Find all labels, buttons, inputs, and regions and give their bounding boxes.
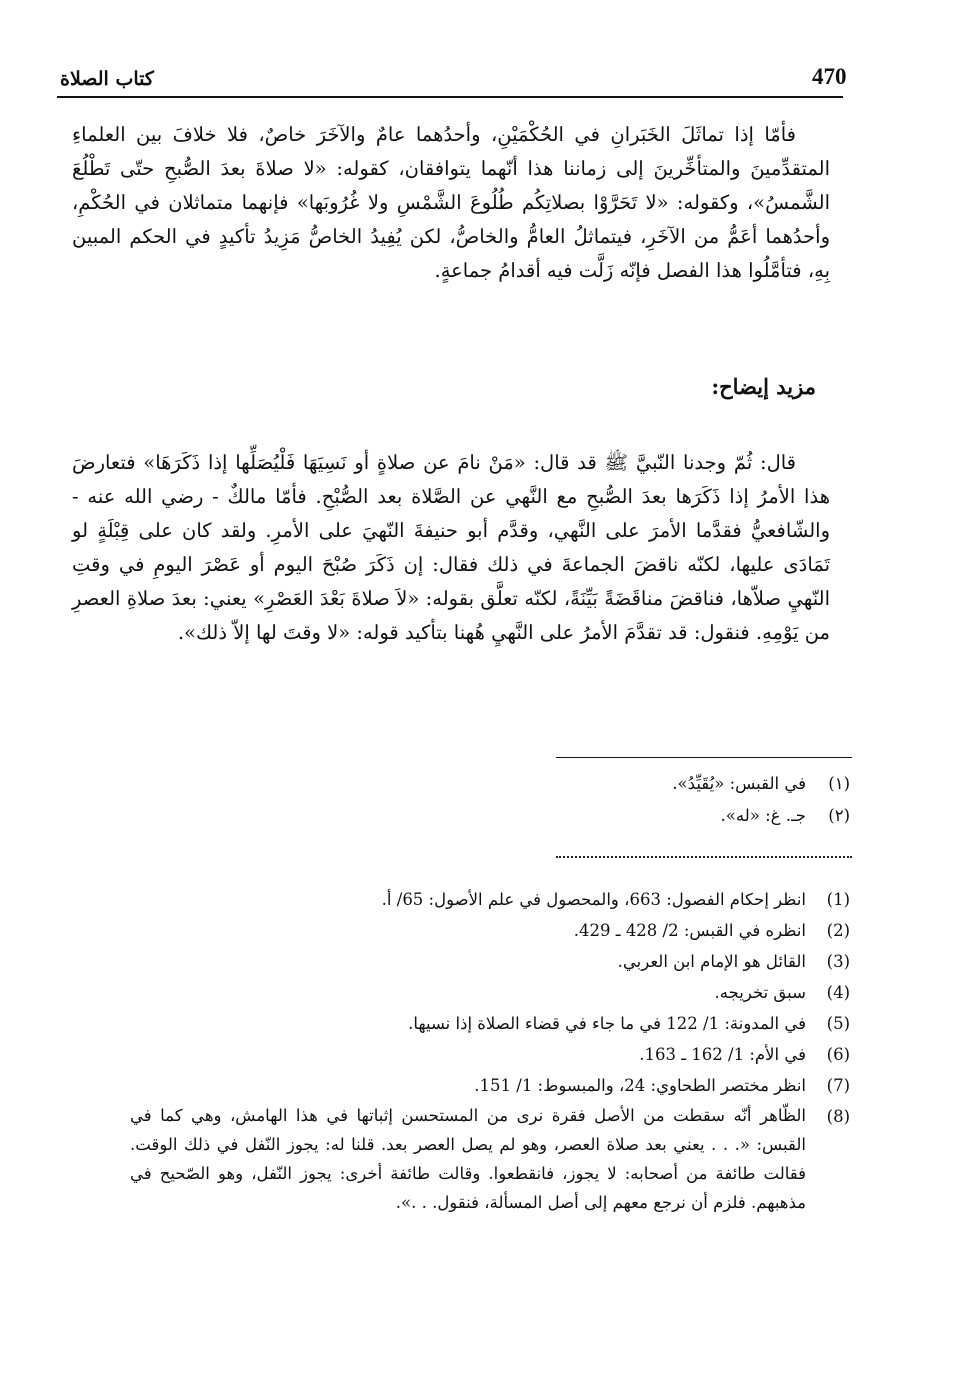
page-number: 470 [812, 64, 847, 89]
footnote-number: (1) [826, 890, 850, 909]
footnote-item [130, 1039, 850, 1070]
footnote-text: الظّاهر أنّه سقطت من الأصل فقرة نرى من المستحسن إثباتها في هذا الهامش، وهي كما في القبس: «. . . يعني بعد صلاة العصر، وهو لم يصل العصر بعد. قلنا له: يجوز النّفل في ذلك الوقت. فقالت طائفة من أصحابه: لا يجوز، فانقطعوا. وقالت طائفة أخرى: يجوز النّفل، وهو الصّحيح في مذهبهم. فلزم أن نرجع معهم إلى أصل المسألة، فنقول. . .». [130, 1106, 806, 1212]
paragraph-2: قال: ثُمّ وجدنا النّبيَّ ﷺ قد قال: «مَنْ نامَ عن صلاةٍ أو نَسِيَهَا فَلْيُصَلِّها إذا ذَكَرَهَا» فتعارضَ هذا الأمرُ إذا ذَكَرَها بعدَ الصُّبحِ مع النَّهي عن الصَّلاة بعد الصُّبْحِ. فأمّا مالكٌ - رضي الله عنه - والشّافعيُّ فقدَّما الأمرَ على النَّهي، وقدَّم أبو حنيفةَ النّهيَ على الأمرِ. ولقد كان على قِبْلَةٍ لو تَمَادَى عليها، لكنّه ناقضَ الجماعةَ في ذلك فقال: إن ذَكَرَ صُبْحَ اليوم أو عَصْرَ اليومِ في وقتِ النّهيِ صلاّها، فناقضَ مناقَضَةً بَيِّنَةً، لكنّه تعلَّق بقوله: «لاَ صلاةَ بَعْدَ العَصْرِ» يعني: بعدَ صلاةِ العصرِ من يَوْمِهِ. فنقول: قد تقدَّمَ الأمرُ على النَّهيِ هُهنا بتأكيد قوله: «لا وقتَ لها إلاّ ذلك». [72, 451, 830, 644]
footnote-number: (3) [826, 952, 850, 971]
footnote-text: القائل هو الإمام ابن العربي. [617, 952, 806, 971]
footnote-number: (5) [826, 1014, 850, 1033]
footnote-text: انظر مختصر الطحاوي: 24، والمبسوط: 1/ 151. [474, 1076, 806, 1095]
footnote-text: في الأم: 1/ 162 ـ 163. [639, 1045, 806, 1064]
footnote-item [130, 915, 850, 946]
footnote-item [130, 946, 850, 977]
footnote-number: (6) [826, 1045, 850, 1064]
footnote-text: جـ. غ: «له». [720, 806, 806, 825]
footnote-number: (٢) [828, 806, 850, 825]
footnote-number: (١) [828, 774, 850, 793]
main-text-block-2 [72, 446, 830, 650]
footnote-item [130, 977, 850, 1008]
header-rule [57, 96, 843, 98]
footnote-number: (7) [826, 1076, 850, 1095]
footnote-number: (8) [826, 1107, 850, 1126]
footnote-item [550, 800, 850, 832]
footnote-item [550, 768, 850, 800]
footnote-text: انظر إحكام الفصول: 663، والمحصول في علم الأصول: 65/ أ. [381, 890, 806, 909]
running-title: كتاب الصلاة [60, 68, 154, 90]
footnote-item [130, 884, 850, 915]
section-subheading: مزيد إيضاح: [711, 374, 816, 399]
footnotes-bottom [130, 884, 850, 1217]
footnote-item [130, 1008, 850, 1039]
main-text-block-1 [72, 118, 830, 288]
footnote-number: (4) [826, 983, 850, 1002]
footnote-item [130, 1101, 850, 1217]
footnotes-top [550, 768, 850, 832]
footnote-text: سبق تخريجه. [714, 983, 806, 1002]
footnote-text: في المدونة: 1/ 122 في ما جاء في قضاء الصلاة إذا نسيها. [408, 1014, 806, 1033]
footnote-text: انظره في القبس: 2/ 428 ـ 429. [573, 921, 806, 940]
footnote-item [130, 1070, 850, 1101]
footnote-text: في القبس: «يُقَيِّدُ». [672, 774, 806, 793]
footnote-number: (2) [826, 921, 850, 940]
paragraph-1: فأمّا إذا تماثَلَ الخَبَرانِ في الحُكْمَيْنِ، وأحدُهما عامٌ والآخَرَ خاصٌ، فلا خلافَ بين العلماءِ المتقدِّمينَ والمتأخِّرينَ إلى زماننا هذا أنّهما يتوافقان، كقوله: «لا صلاةَ بعدَ الصُّبحِ حتّى تَطْلُعَ الشَّمسُ»، وكقوله: «لا تَحَرَّوْا بصلاتِكُم طُلُوعَ الشَّمْسِ ولا غُرُوبَها» فإنهما متماثلان في الحُكْمِ، وأحدُهما أعَمُّ من الآخَرِ، فيتماثلُ العامُّ والخاصُّ، لكن يُفِيدُ الخاصُّ مَزِيدُ تأكيدٍ في الحكم المبين بِهِ، فتأمَّلُوا هذا الفصل فإنّه زَلَّت فيه أقدامُ جماعةٍ. [72, 123, 830, 282]
dotted-separator [556, 856, 852, 858]
footnote-separator [556, 757, 852, 758]
